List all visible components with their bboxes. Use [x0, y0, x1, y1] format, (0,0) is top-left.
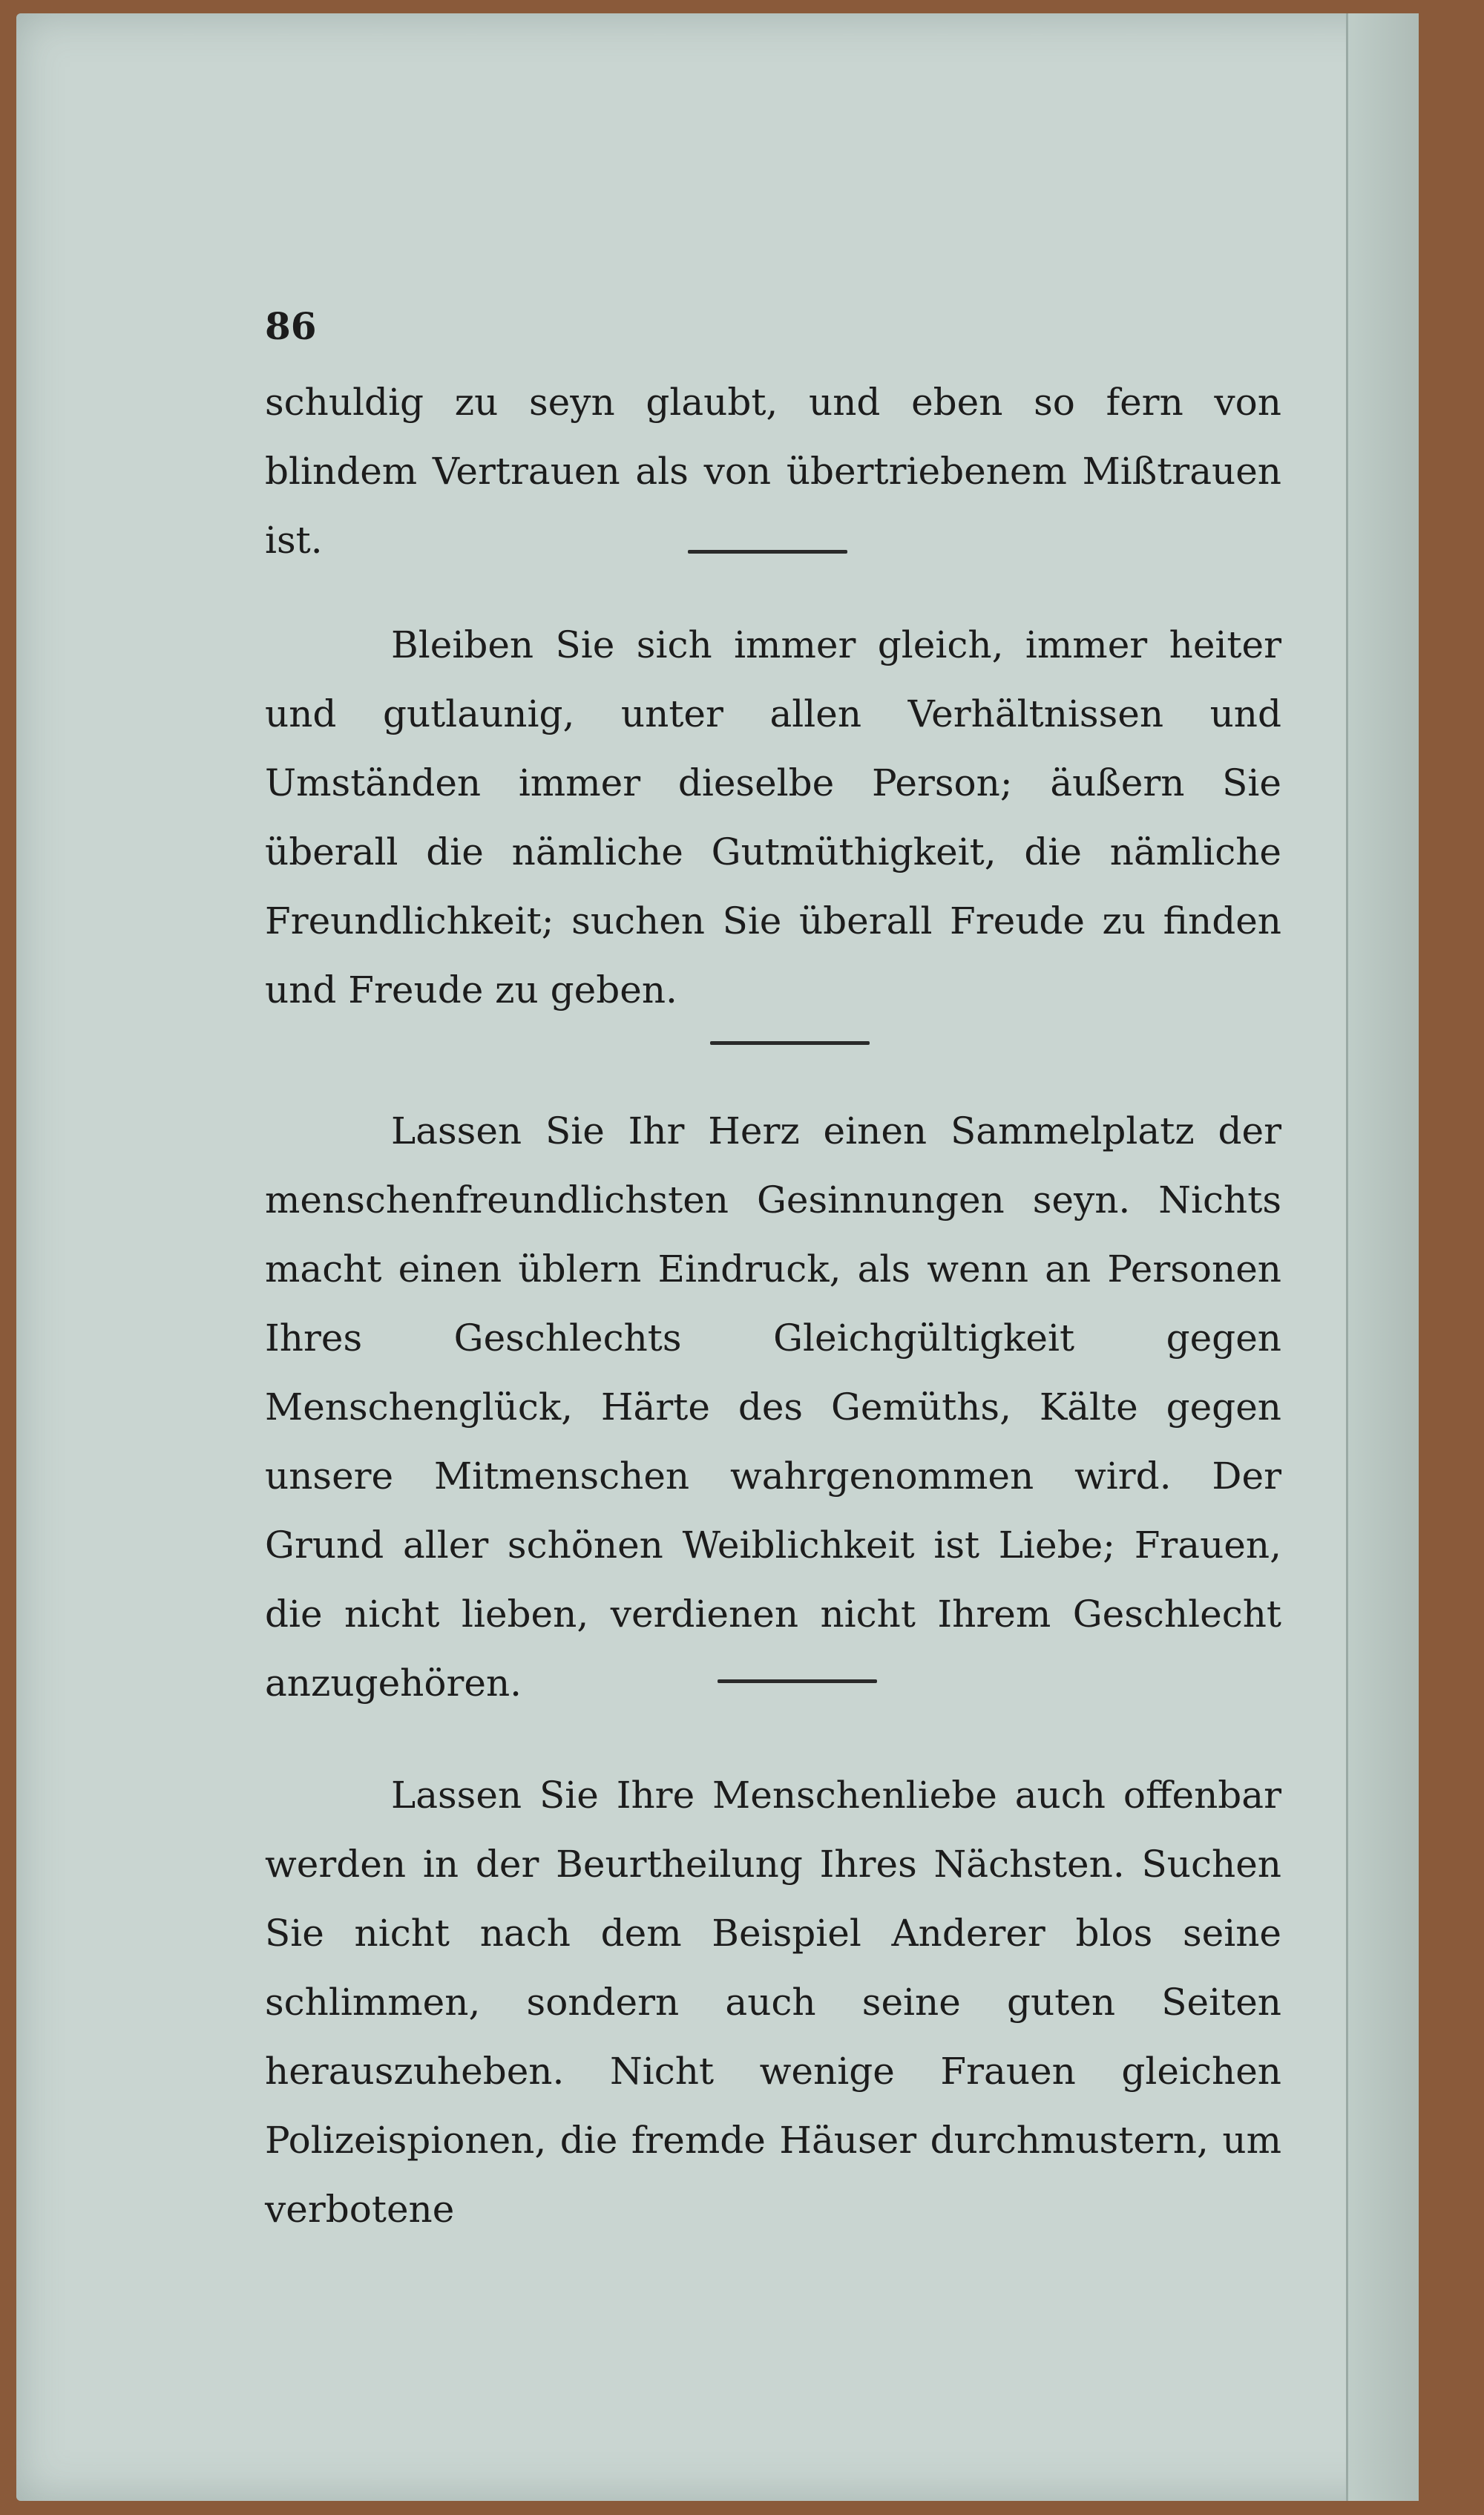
paragraph-continuation [265, 368, 1281, 575]
section-divider [710, 1041, 870, 1045]
paragraph-4 [265, 1761, 1281, 2244]
paragraph-2 [265, 611, 1281, 1025]
section-divider [688, 550, 847, 554]
page-number: 86 [265, 304, 317, 348]
book-spine [1346, 13, 1419, 2501]
paragraph-text: Bleiben Sie sich immer gleich, immer heiter und gutlaunig, unter allen Verhältnissen und Umständen immer dieselbe Person; äußern Sie überall die nämliche Gutmüthigkeit, die nämliche Freundlichkeit; suchen Sie überall Freude zu finden und Freude zu geben. [265, 623, 1281, 1011]
paragraph-3 [265, 1097, 1281, 1718]
paragraph-text: schuldig zu seyn glaubt, und eben so fern von blindem Vertrauen als von übertriebenem Mißtrauen ist. [265, 381, 1281, 562]
paragraph-text: Lassen Sie Ihre Menschenliebe auch offenbar werden in der Beurtheilung Ihres Nächsten. Suchen Sie nicht nach dem Beispiel Anderer blos seine schlimmen, sondern auch seine guten Seiten herauszuheben. Nicht wenige Frauen gleichen Polizeispionen, die fremde Häuser durchmustern, um verbotene [265, 1774, 1281, 2231]
book-page [16, 13, 1419, 2501]
section-divider [718, 1679, 877, 1683]
paragraph-text: Lassen Sie Ihr Herz einen Sammelplatz der menschenfreundlichsten Gesinnungen seyn. Nichts macht einen üblern Eindruck, als wenn an Personen Ihres Geschlechts Gleichgültigkeit gegen Menschenglück, Härte des Gemüths, Kälte gegen unsere Mitmenschen wahrgenommen wird. Der Grund aller schönen Weiblichkeit ist Liebe; Frauen, die nicht lieben, verdienen nicht Ihrem Geschlecht anzugehören. [265, 1109, 1281, 1705]
